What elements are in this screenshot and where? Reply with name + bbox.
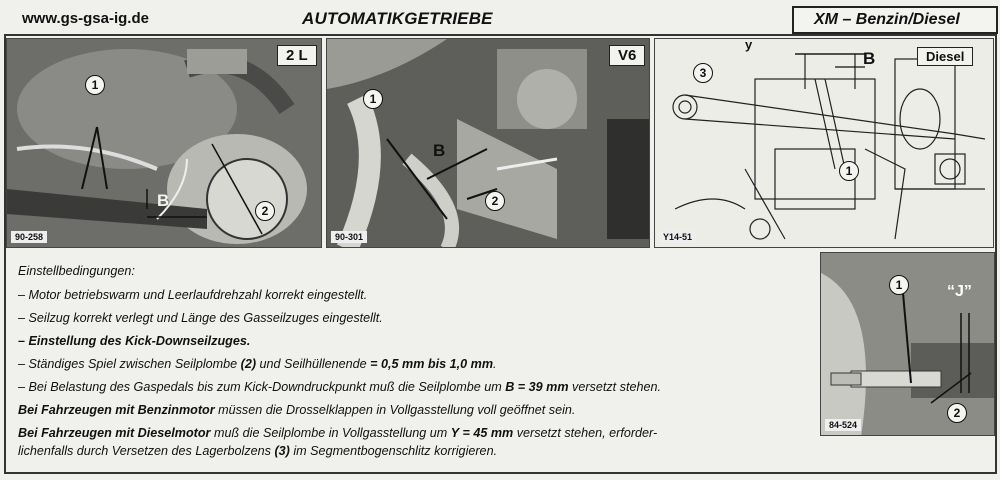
diesel-note-part-e: lichenfalls durch Versetzen des Lagerbolzens xyxy=(18,444,275,458)
dimension-b-label: B xyxy=(157,191,170,210)
diesel-note-part-f: (3) xyxy=(274,444,290,458)
diesel-note-part-g: im Segmentbogenschlitz korrigieren. xyxy=(289,444,498,458)
diesel-note-part-c: Y = 45 mm xyxy=(450,426,514,440)
website-url: www.gs-gsa-ig.de xyxy=(22,10,149,27)
condition-item-3: – Einstellung des Kick-Downseilzuges. xyxy=(18,334,251,348)
callout-1: 1 xyxy=(363,89,383,109)
diesel-note-continued xyxy=(18,444,497,458)
diesel-note-part-b: muß die Seilplombe in Vollgasstellung um xyxy=(210,426,451,440)
callout-1: 1 xyxy=(839,161,859,181)
figure-code: Y14-51 xyxy=(659,231,696,243)
model-label: XM – Benzin/Diesel xyxy=(814,11,960,28)
section-title: AUTOMATIKGETRIEBE xyxy=(302,9,493,28)
callout-2: 2 xyxy=(485,191,505,211)
callout-1: 1 xyxy=(85,75,105,95)
condition-item-4 xyxy=(18,357,497,371)
item4-part-e: . xyxy=(493,357,497,371)
item4-part-b: (2) xyxy=(240,357,257,371)
photo-kickdown-closeup xyxy=(820,252,995,436)
dimension-j-label: “J” xyxy=(947,283,972,300)
engine-tag: Diesel xyxy=(917,47,973,66)
condition-item-2: – Seilzug korrekt verlegt und Länge des Gasseilzuges eingestellt. xyxy=(18,311,383,325)
page-header xyxy=(6,6,996,32)
item5-part-b: B = 39 mm xyxy=(505,380,569,394)
dimension-b-label: B xyxy=(863,49,876,68)
petrol-note xyxy=(18,403,575,417)
callout-2: 2 xyxy=(947,403,967,423)
figure-code: 90-301 xyxy=(331,231,367,243)
photo-v6-illustration xyxy=(327,39,650,248)
instruction-text xyxy=(8,256,816,470)
photo-2l-engine xyxy=(6,38,322,248)
dimension-y-label: y xyxy=(745,38,753,52)
diesel-note xyxy=(18,426,657,440)
condition-item-5 xyxy=(18,380,661,394)
callout-1: 1 xyxy=(889,275,909,295)
diesel-note-part-d: versetzt stehen, erforder- xyxy=(513,426,658,440)
petrol-note-rest: müssen die Drosselklappen in Vollgasstellung voll geöffnet sein. xyxy=(214,403,576,417)
item4-part-d: = 0,5 mm bis 1,0 mm xyxy=(370,357,494,371)
petrol-note-lead: Bei Fahrzeugen mit Benzinmotor xyxy=(18,403,215,417)
engine-tag: V6 xyxy=(609,45,645,66)
item4-part-a: – Ständiges Spiel zwischen Seilplombe xyxy=(18,357,241,371)
diesel-note-lead: Bei Fahrzeugen mit Dieselmotor xyxy=(18,426,211,440)
condition-item-1: – Motor betriebswarm und Leerlaufdrehzahl korrekt eingestellt. xyxy=(18,288,368,302)
item5-part-c: versetzt stehen. xyxy=(568,380,661,394)
item5-part-a: – Bei Belastung des Gaspedals bis zum Kick-Downdruckpunkt muß die Seilplombe um xyxy=(18,380,506,394)
figure-code: 84-524 xyxy=(825,419,861,431)
figure-code: 90-258 xyxy=(11,231,47,243)
dimension-b-label: B xyxy=(433,141,446,160)
conditions-heading: Einstellbedingungen: xyxy=(18,264,135,278)
callout-2: 2 xyxy=(255,201,275,221)
engine-tag: 2 L xyxy=(277,45,317,66)
callout-3: 3 xyxy=(693,63,713,83)
diagram-diesel-engine xyxy=(654,38,994,248)
photo-2l-illustration xyxy=(7,39,322,248)
photo-v6-engine xyxy=(326,38,650,248)
item4-part-c: und Seilhüllenende xyxy=(256,357,371,371)
